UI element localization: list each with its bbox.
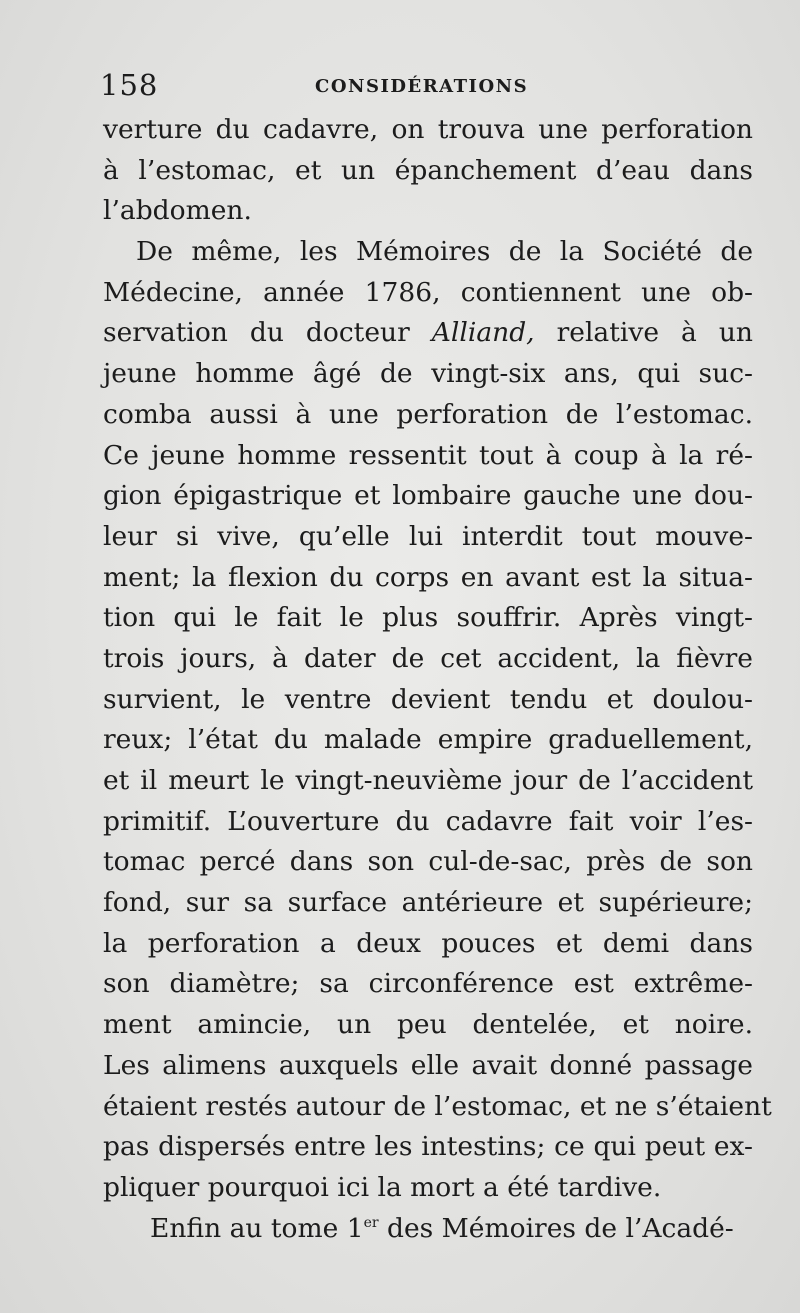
text-line: tomac percé dans son cul-de-sac, près de son — [103, 846, 753, 878]
text-line: pas dispersés entre les intestins; ce qui peut ex- — [103, 1131, 753, 1163]
text-line: l’abdomen. — [103, 195, 252, 227]
text-line: et il meurt le vingt-neuvième jour de l’accident — [103, 765, 753, 796]
text-segment: des Mémoires de l’Acadé- — [387, 1212, 734, 1244]
text-line: Médecine, année 1786, contiennent une ob- — [103, 276, 753, 308]
text-segment: Enfin au tome 1 — [150, 1212, 364, 1244]
text-line: comba aussi à une perforation de l’estomac. — [103, 398, 753, 430]
text-line: Ce jeune homme ressentit tout à coup à la ré- — [103, 439, 753, 471]
superscript: er — [363, 1214, 379, 1231]
text-line: reux; l’état du malade empire graduellement, — [103, 724, 753, 756]
text-line: son diamètre; sa circonférence est extrême- — [103, 968, 753, 1000]
body-text — [103, 110, 772, 1249]
text-line: trois jours, à dater de cet accident, la fièvre — [103, 642, 753, 674]
text-line: jeune homme âgé de vingt-six ans, qui suc- — [103, 358, 753, 390]
text-line: verture du cadavre, on trouva une perforation — [103, 114, 753, 145]
text-line: fond, sur sa surface antérieure et supérieure; — [103, 887, 753, 919]
text-line: ment; la flexion du corps en avant est la situa- — [103, 561, 753, 593]
author-name: Alliand, — [431, 317, 535, 349]
text-segment: servation du docteur — [103, 317, 410, 349]
text-line: tion qui le fait le plus souffrir. Après vingt- — [103, 602, 753, 634]
page-header — [100, 64, 750, 104]
text-line: Les alimens auxquels elle avait donné passage — [103, 1049, 753, 1081]
text-line: ment amincie, un peu dentelée, et noire. — [103, 1009, 753, 1041]
text-line: survient, le ventre devient tendu et doulou- — [103, 683, 753, 715]
text-line: à l’estomac, et un épanchement d’eau dans — [103, 154, 753, 186]
text-line: la perforation a deux pouces et demi dans — [103, 927, 753, 959]
text-line: De même, les Mémoires de la Société de — [136, 236, 753, 268]
text-line: leur si vive, qu’elle lui interdit tout mouve- — [103, 520, 753, 552]
text-line — [103, 313, 753, 354]
page-number: 158 — [100, 68, 159, 102]
text-line: gion épigastrique et lombaire gauche une dou- — [103, 480, 753, 512]
text-line: pliquer pourquoi ici la mort a été tardive. — [103, 1171, 662, 1203]
text-segment: relative à un — [556, 317, 753, 349]
text-line: étaient restés autour de l’estomac, et ne s’étaient — [103, 1090, 772, 1122]
running-head: CONSIDÉRATIONS — [315, 76, 529, 97]
text-line — [103, 1209, 753, 1250]
text-line: primitif. L’ouverture du cadavre fait voir l’es- — [103, 805, 753, 837]
